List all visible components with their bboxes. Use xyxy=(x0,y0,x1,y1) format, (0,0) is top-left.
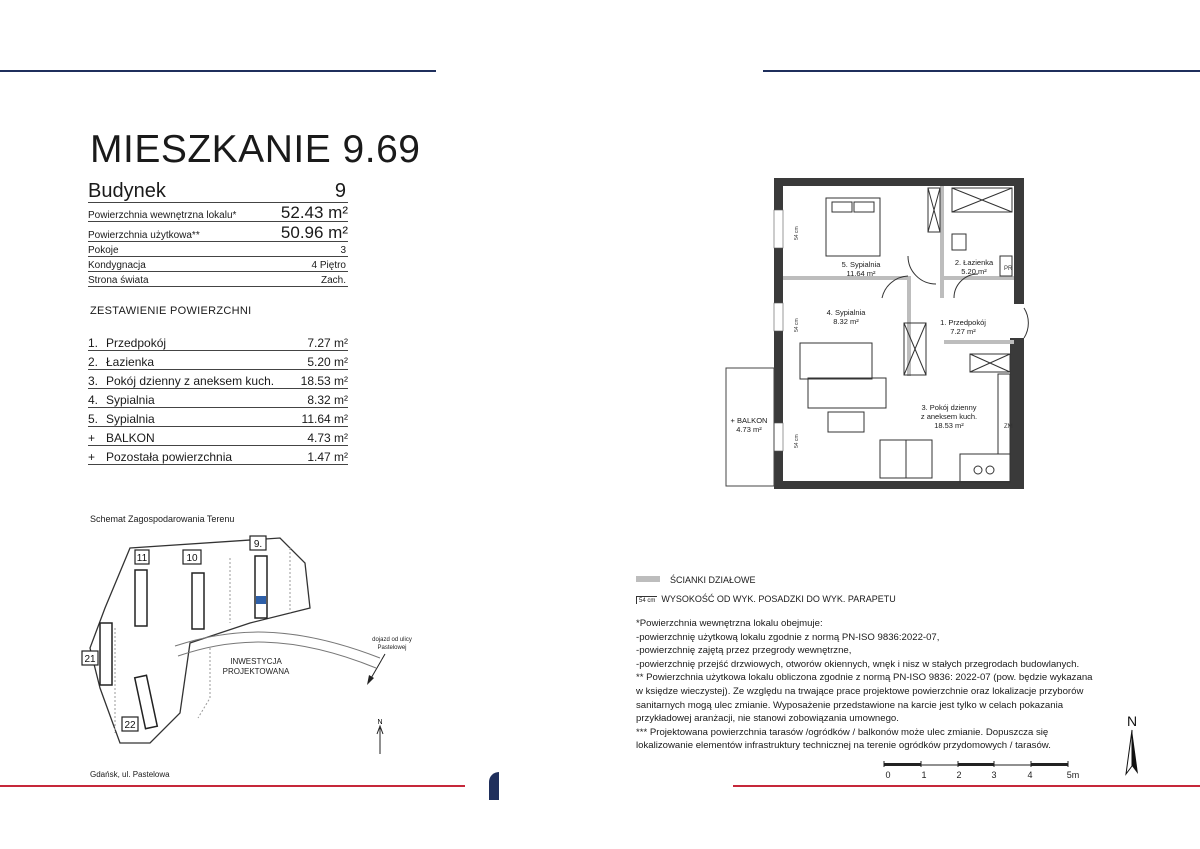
area-num: 4. xyxy=(88,393,99,407)
building-tag-9: 9. xyxy=(253,539,263,550)
room-name: + BALKON xyxy=(730,416,768,425)
area-name: Łazienka xyxy=(106,355,155,369)
area-row xyxy=(88,370,348,389)
detail-label: Strona świata xyxy=(88,275,149,286)
room-area: 4.73 m² xyxy=(736,425,762,434)
investment-label-2: PROJEKTOWANA xyxy=(222,667,290,676)
note-line: -powierzchnię przejść drzwiowych, otworów okiennych, wnęk i nisz w stałych przegrodach budowlanych. xyxy=(636,658,1080,670)
room-area: 8.32 m² xyxy=(833,317,859,326)
access-label-2: Pastelowej xyxy=(377,645,407,651)
room-name: 4. Sypialnia xyxy=(826,308,866,317)
note-line: *** Projektowana powierzchnia tarasów /ogródków / balkonów może ulec zmianie. Dopuszcza się xyxy=(636,726,1049,738)
area-num: 3. xyxy=(88,374,99,388)
area-name: Pozostała powierzchnia xyxy=(106,450,233,464)
area-row xyxy=(88,408,348,427)
area-value: 11.64 m² xyxy=(301,412,348,426)
area-value: 7.27 m² xyxy=(307,336,348,350)
building-tag-10: 10 xyxy=(186,553,198,564)
note-line: sanitarnych mogą ulec zmianie. Wyposażenie przedstawione na karcie jest tylko w celach pokazania xyxy=(636,699,1064,711)
building-tag-21: 21 xyxy=(84,654,96,665)
room-name-2: z aneksem kuch. xyxy=(920,412,978,421)
room-label xyxy=(946,258,1002,276)
area-num: 1. xyxy=(88,336,99,350)
detail-value: 3 xyxy=(340,245,346,256)
area-name: BALKON xyxy=(106,431,155,445)
detail-label: Kondygnacja xyxy=(88,260,146,271)
area-num: + xyxy=(88,450,96,464)
area-row xyxy=(88,351,348,370)
bottom-rule-right xyxy=(733,785,1200,787)
detail-label: Powierzchnia wewnętrzna lokalu* xyxy=(88,210,237,221)
page-title: MIESZKANIE 9.69 xyxy=(90,128,421,171)
building-row xyxy=(88,176,348,203)
building-tag-11: 11 xyxy=(136,553,148,564)
note-line: lokalizowanie elementów infrastruktury technicznej na terenie ogródków przydomowych / tarasów. xyxy=(636,740,1051,752)
building-value: 9 xyxy=(334,180,346,202)
sill-height-label: 54 cm xyxy=(794,434,800,448)
page-fold-mark xyxy=(489,772,499,800)
room-area: 18.53 m² xyxy=(934,421,964,430)
north-label: N xyxy=(1126,713,1138,729)
bottom-rule-left xyxy=(0,785,465,787)
area-value: 4.73 m² xyxy=(307,431,348,445)
sill-height-label: 54 cm xyxy=(794,226,800,240)
room-area: 7.27 m² xyxy=(950,327,976,336)
area-row xyxy=(88,332,348,351)
fridge-label: PR xyxy=(1004,266,1013,272)
site-north-label: N xyxy=(377,719,383,726)
scale-tick: 2 xyxy=(956,770,962,780)
room-label xyxy=(928,318,998,336)
detail-label: Powierzchnia użytkowa** xyxy=(88,230,200,241)
area-value: 1.47 m² xyxy=(307,450,348,464)
detail-row xyxy=(88,242,348,257)
area-num: 2. xyxy=(88,355,99,369)
legend-walls-label: ŚCIANKI DZIAŁOWE xyxy=(670,575,756,585)
room-label xyxy=(816,308,876,326)
detail-value: Zach. xyxy=(320,275,346,286)
top-rule-right xyxy=(763,70,1200,72)
detail-row xyxy=(88,203,348,222)
north-arrow-icon xyxy=(1118,712,1146,776)
area-name: Pokój dzienny z aneksem kuch. xyxy=(106,374,275,388)
room-name: 1. Przedpokój xyxy=(940,318,986,327)
site-plan-map xyxy=(80,528,440,768)
area-value: 18.53 m² xyxy=(300,374,348,388)
note-line: w księdze wieczystej). Ze względu na trwające prace projektowe powierzchnie oraz lokalizacje przyborów xyxy=(636,685,1084,697)
scale-tick: 4 xyxy=(1027,770,1033,780)
detail-label: Pokoje xyxy=(88,245,119,256)
note-line: przykładowej aranżacji, nie stanowi zobowiązania umownego. xyxy=(636,713,899,725)
site-plan-title: Schemat Zagospodarowania Terenu xyxy=(90,514,235,524)
room-label xyxy=(826,260,896,278)
room-area: 11.64 m² xyxy=(846,269,876,278)
building-tag-22: 22 xyxy=(124,720,136,731)
legend-sill-row xyxy=(636,594,896,604)
detail-value: 52.43 m² xyxy=(280,203,348,222)
area-name: Sypialnia xyxy=(106,412,155,426)
detail-row xyxy=(88,223,348,242)
scale-tick: 3 xyxy=(991,770,997,780)
notes-block xyxy=(636,617,1106,753)
note-line: -powierzchnię użytkową lokalu zgodnie z normą PN-ISO 9836:2022-07, xyxy=(636,631,940,643)
scale-tick: 1 xyxy=(921,770,927,780)
detail-value: 50.96 m² xyxy=(280,223,348,242)
investment-label-1: INWESTYCJA xyxy=(230,657,282,666)
area-row xyxy=(88,446,348,465)
area-name: Przedpokój xyxy=(106,336,167,350)
top-rule-left xyxy=(0,70,436,72)
scale-tick: 5m xyxy=(1066,770,1080,780)
area-row xyxy=(88,389,348,408)
note-line: -powierzchnię zajętą przez przegrody wewnętrzne, xyxy=(636,645,852,657)
room-area: 5.20 m² xyxy=(961,267,987,276)
area-value: 8.32 m² xyxy=(307,393,348,407)
scale-bar xyxy=(876,757,1086,783)
scale-tick: 0 xyxy=(885,770,891,780)
note-line: ** Powierzchnia użytkowa lokalu obliczona zgodnie z normą PN-ISO 9836: 2022-07 (pow. będzie wykazana xyxy=(636,672,1093,684)
access-label-1: dojazd od ulicy xyxy=(372,637,412,643)
building-label: Budynek xyxy=(88,180,166,202)
area-num: + xyxy=(88,431,96,445)
sill-height-label: 54 cm xyxy=(794,318,800,332)
legend-sill-marker: 54 cm xyxy=(636,596,657,604)
room-name: 5. Sypialnia xyxy=(841,260,881,269)
detail-row xyxy=(88,257,348,272)
detail-row xyxy=(88,272,348,287)
note-line: *Powierzchnia wewnętrzna lokalu obejmuje: xyxy=(636,618,823,629)
room-label xyxy=(727,416,771,434)
room-label xyxy=(906,403,992,430)
room-name: 3. Pokój dzienny xyxy=(921,403,977,412)
area-name: Sypialnia xyxy=(106,393,155,407)
area-row xyxy=(88,427,348,446)
cabinet-label: ZM xyxy=(1004,424,1013,430)
detail-value: 4 Piętro xyxy=(311,260,346,271)
legend-wall-swatch xyxy=(636,576,660,582)
area-num: 5. xyxy=(88,412,99,426)
area-value: 5.20 m² xyxy=(307,355,348,369)
area-summary-title: ZESTAWIENIE POWIERZCHNI xyxy=(90,305,252,317)
room-name: 2. Łazienka xyxy=(954,258,994,267)
legend-sill-label: WYSOKOŚĆ OD WYK. POSADZKI DO WYK. PARAPETU xyxy=(661,594,896,604)
location-label: Gdańsk, ul. Pastelowa xyxy=(90,770,170,779)
